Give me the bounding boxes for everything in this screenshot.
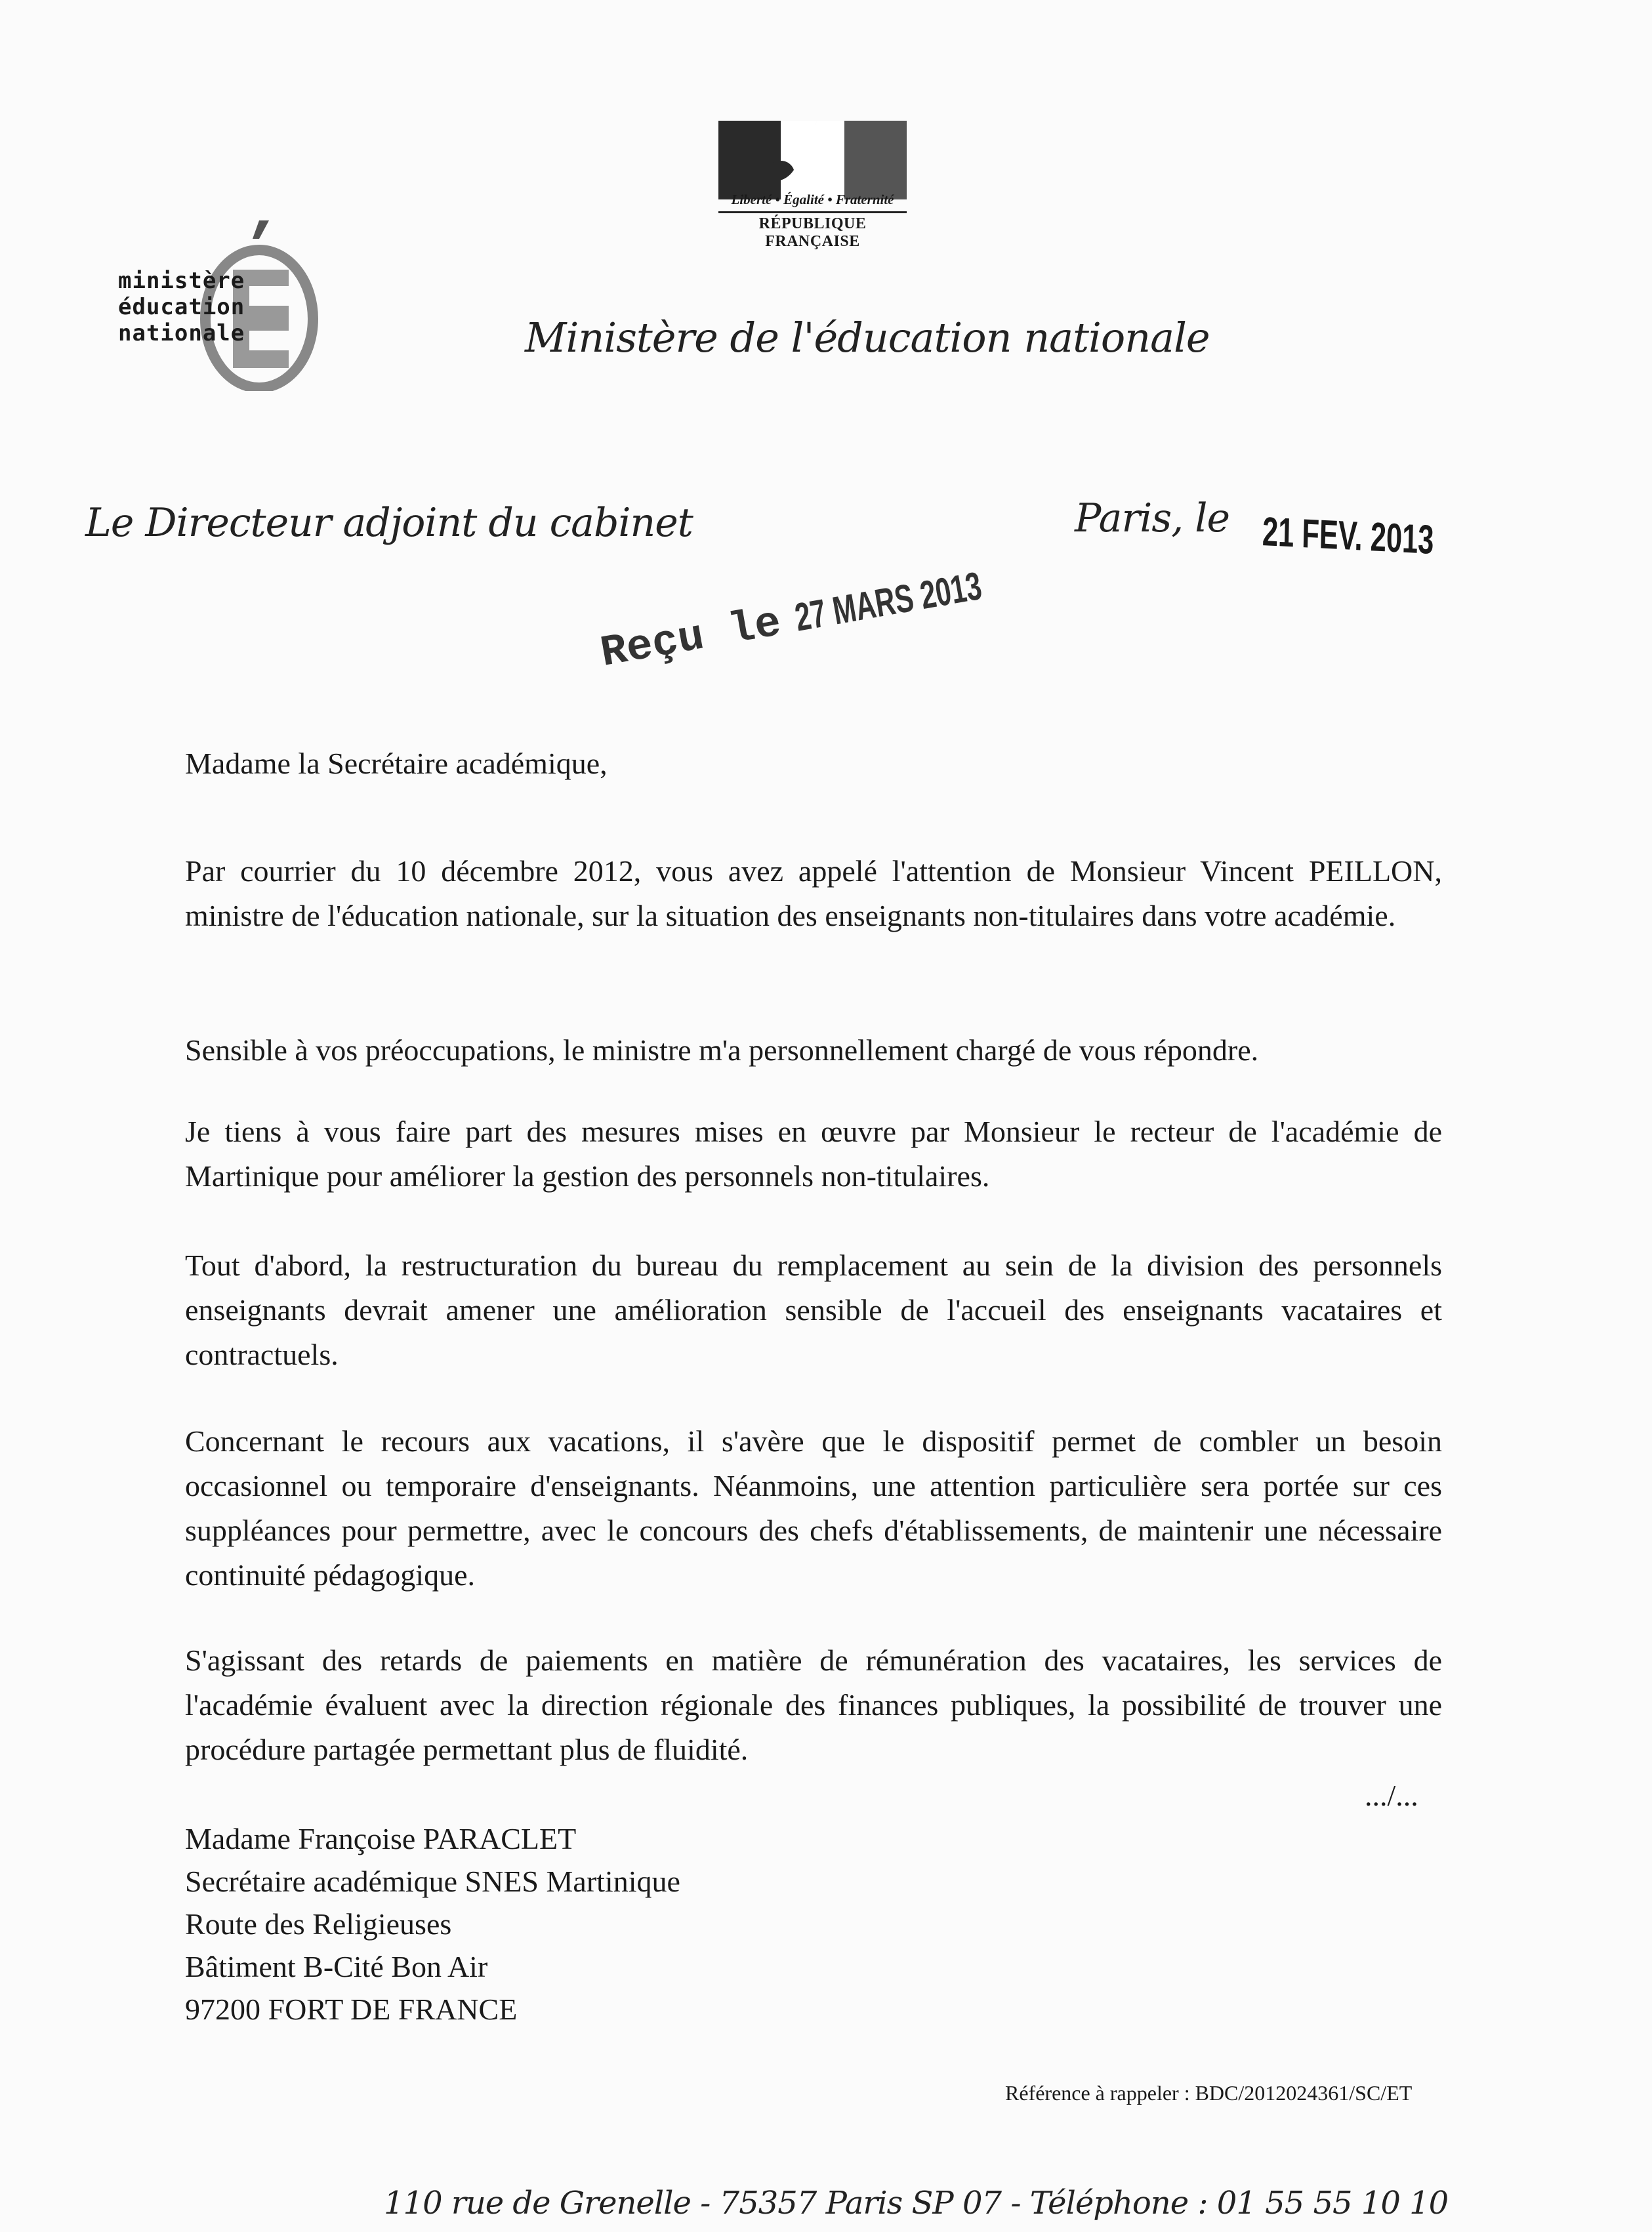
received-date: 27 MARS 2013 [791,563,985,640]
paragraph: Sensible à vos préoccupations, le ministre m'a personnellement chargé de vous répondre. [185,1033,1259,1067]
divider [718,211,907,213]
address-line: 97200 FORT DE FRANCE [185,1993,518,2026]
paragraph: Tout d'abord, la restructuration du bureau du remplacement au sein de la division des personnels enseignants devrait amener une amélioration sensible de l'accueil des enseignants vacataires et contractuels. [185,1249,1442,1371]
paragraph: Je tiens à vous faire part des mesures mises en œuvre par Monsieur le recteur de l'académie de Martinique pour améliorer la gestion des personnels non-titulaires. [185,1115,1442,1193]
rf-motto: Liberté • Égalité • Fraternité [731,192,894,207]
paragraph: S'agissant des retards de paiements en matière de rémunération des vacataires, les services de l'académie évaluent avec la direction régionale des finances publiques, la possibilité de trouver une procédure partagée permettant plus de fluidité. [185,1643,1442,1766]
received-stamp [597,548,1065,678]
address-line: Bâtiment B-Cité Bon Air [185,1950,488,1983]
rf-name: RÉPUBLIQUE FRANÇAISE [758,215,867,250]
republique-francaise-logo [718,121,907,199]
sender-title: Le Directeur adjoint du cabinet [85,500,693,546]
footer-address: 110 rue de Grenelle - 75357 Paris SP 07 - Téléphone : 01 55 55 10 10 [384,2185,1449,2222]
received-label: Reçu le [597,598,785,678]
place-label: Paris, le [1075,495,1229,541]
paragraph: Par courrier du 10 décembre 2012, vous avez appelé l'attention de Monsieur Vincent PEILLON, ministre de l'éducation nationale, sur la situation des enseignants non-titulaires dans votre académie. [185,854,1442,932]
address-line: Secrétaire académique SNES Martinique [185,1865,680,1898]
ministry-logo-line: ministère [118,268,245,294]
continuation-mark: .../... [1365,1779,1418,1812]
recipient-address [185,1817,680,2031]
ministry-logo-line: éducation [118,294,245,320]
salutation: Madame la Secrétaire académique, [185,747,608,780]
date-stamp: 21 FEV. 2013 [1262,508,1435,563]
address-line: Madame Françoise PARACLET [185,1822,577,1855]
ministry-logo-line: nationale [118,320,245,346]
paragraph: Concernant le recours aux vacations, il s'avère que le dispositif permet de combler un besoin occasionnel ou temporaire d'enseignants. Néanmoins, une attention particulière sera portée sur ces suppléances pour permettre, avec le concours des chefs d'établissements, de maintenir une nécessaire continuité pédagogique. [185,1424,1442,1592]
ministry-title: Ministère de l'éducation nationale [525,314,1210,362]
ministry-logo [118,220,328,391]
address-line: Route des Religieuses [185,1907,452,1941]
reference: Référence à rappeler : BDC/2012024361/SC/ET [1005,2081,1413,2105]
